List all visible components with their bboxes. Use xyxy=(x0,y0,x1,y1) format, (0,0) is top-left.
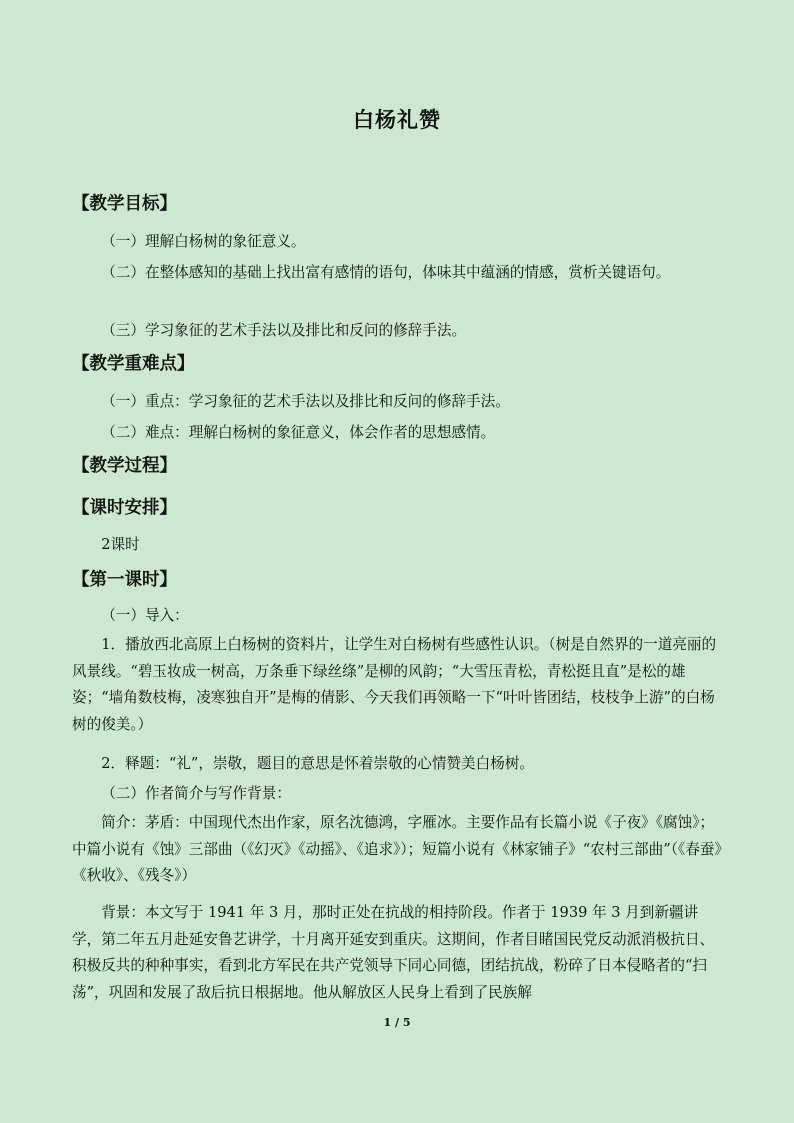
page-number: 1 / 5 xyxy=(383,1016,411,1029)
intro-item-2: 2．释题：“礼”，崇敬，题目的意思是怀着崇敬的心情赞美白杨树。 xyxy=(101,755,535,772)
lesson1-heading: 【第一课时】 xyxy=(72,570,177,590)
background-text: 背景：本文写于 1941 年 3 月，那时正处在抗战的相持阶段。作者于 1939 年 3 月到新疆讲学，第二年五月赴延安鲁艺讲学，十月离开延安到重庆。这期间，作者目睹国民党反动派消极抗日、积极反共的种种事实，看到北方军民在共产党领导下同心同德，团结抗战，粉碎了日本侵略者的“扫荡”，巩固和发展了敌后抗日根据地。他从解放区人民身上看到了民族解 xyxy=(72,904,715,1001)
difficulty-heading: 【教学重难点】 xyxy=(72,354,195,374)
schedule-text: 2课时 xyxy=(101,536,140,553)
difficulty-item-1: （一）重点：学习象征的艺术手法以及排比和反问的修辞手法。 xyxy=(101,393,510,410)
goal-item-1: （一）理解白杨树的象征意义。 xyxy=(101,233,306,250)
author-label: （二）作者简介与写作背景： xyxy=(101,785,291,802)
intro-item-1: 1．播放西北高原上白杨树的资料片，让学生对白杨树有些感性认识。（树是自然界的一道亮丽的风景线。“碧玉妆成一树高，万条垂下绿丝绦”是柳的风韵；“大雪压青松，青松挺且直”是松的雄姿；“墙角数枝梅，凌寒独自开”是梅的倩影、今天我们再领略一下“叶叶皆团结，枝枝争上游”的白杨树的俊美。） xyxy=(72,636,717,733)
goal-item-3: （三）学习象征的艺术手法以及排比和反问的修辞手法。 xyxy=(101,322,467,339)
page-title: 白杨礼赞 xyxy=(353,107,441,132)
goals-heading: 【教学目标】 xyxy=(72,194,177,214)
intro-label: （一）导入： xyxy=(101,607,189,624)
schedule-heading: 【课时安排】 xyxy=(72,498,177,518)
goal-item-2: （二）在整体感知的基础上找出富有感情的语句，体味其中蕴涵的情感，赏析关键语句。 xyxy=(101,264,671,281)
difficulty-item-2: （二）难点：理解白杨树的象征意义，体会作者的思想感情。 xyxy=(101,424,496,441)
author-intro: 简介：茅盾：中国现代杰出作家，原名沈德鸿，字雁冰。主要作品有长篇小说《子夜》《腐蚀》；中篇小说有《蚀》三部曲（《幻灭》《动摇》、《追求》）；短篇小说有《林家铺子》“农村三部曲”（《春蚕》《秋收》、《残冬》） xyxy=(72,814,722,884)
process-heading: 【教学过程】 xyxy=(72,456,177,476)
